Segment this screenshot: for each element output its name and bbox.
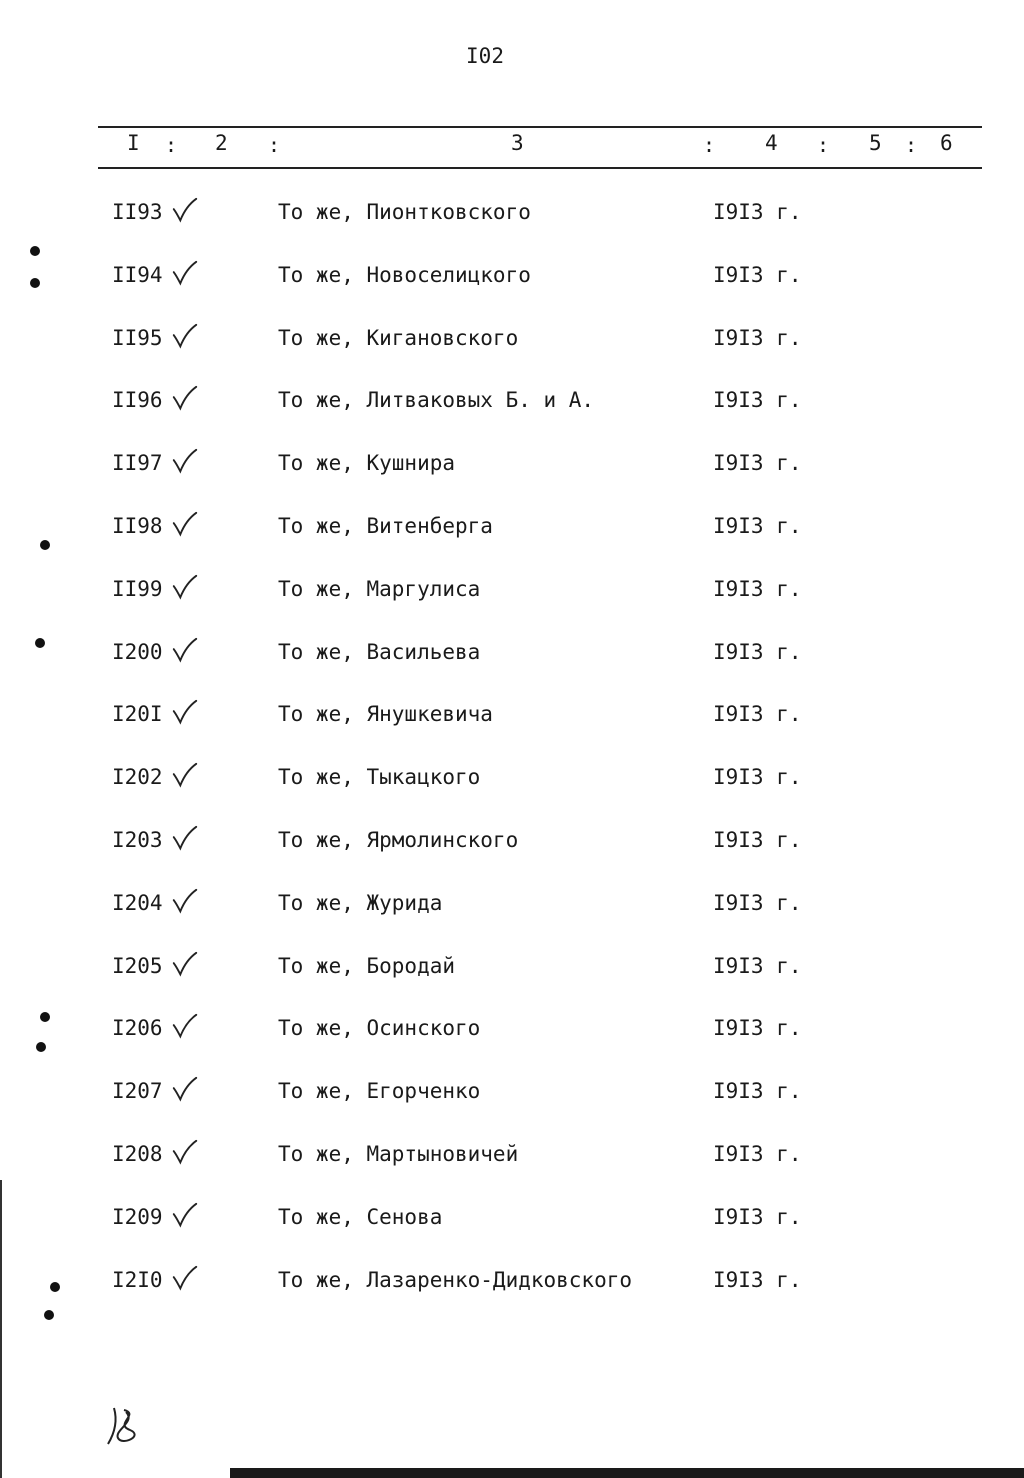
record-description: То же, Ярмолинского (278, 828, 519, 852)
margin-dot (35, 638, 45, 648)
handwritten-note-mark (100, 1400, 146, 1450)
record-year: I9I3 г. (713, 1016, 802, 1040)
record-description: То же, Васильева (278, 640, 481, 664)
checkmark-icon (170, 384, 202, 416)
record-year: I9I3 г. (713, 1205, 802, 1229)
record-year: I9I3 г. (713, 1268, 802, 1292)
record-year: I9I3 г. (713, 954, 802, 978)
checkmark-icon (170, 1201, 202, 1233)
record-description: То же, Мартыновичей (278, 1142, 519, 1166)
checkmark-icon (170, 196, 202, 228)
table-row (0, 388, 1024, 428)
column-separator: : (905, 133, 918, 157)
margin-dot (40, 1012, 50, 1022)
record-number: II95 (112, 326, 163, 350)
checkmark-icon (170, 698, 202, 730)
table-row (0, 263, 1024, 303)
record-description: То же, Витенберга (278, 514, 493, 538)
record-number: II96 (112, 388, 163, 412)
scan-bottom-edge (230, 1468, 1024, 1478)
checkmark-icon (170, 322, 202, 354)
record-description: То же, Кигановского (278, 326, 519, 350)
checkmark-icon (170, 761, 202, 793)
record-number: I202 (112, 765, 163, 789)
column-header-1: I (127, 131, 140, 155)
record-number: II98 (112, 514, 163, 538)
record-number: I209 (112, 1205, 163, 1229)
header-top-rule (98, 126, 982, 128)
record-year: I9I3 г. (713, 828, 802, 852)
table-row (0, 326, 1024, 366)
checkmark-icon (170, 447, 202, 479)
record-number: I204 (112, 891, 163, 915)
record-number: II99 (112, 577, 163, 601)
record-number: I207 (112, 1079, 163, 1103)
checkmark-icon (170, 1075, 202, 1107)
record-number: I203 (112, 828, 163, 852)
record-year: I9I3 г. (713, 1142, 802, 1166)
checkmark-icon (170, 1012, 202, 1044)
table-row (0, 765, 1024, 805)
record-description: То же, Кушнира (278, 451, 456, 475)
record-year: I9I3 г. (713, 1079, 802, 1103)
checkmark-icon (170, 950, 202, 982)
record-year: I9I3 г. (713, 200, 802, 224)
margin-dot (44, 1310, 54, 1320)
checkmark-icon (170, 259, 202, 291)
table-row (0, 1142, 1024, 1182)
table-row (0, 1016, 1024, 1056)
checkmark-icon (170, 887, 202, 919)
checkmark-icon (170, 636, 202, 668)
margin-dot (50, 1282, 60, 1292)
record-number: II93 (112, 200, 163, 224)
table-row (0, 640, 1024, 680)
record-year: I9I3 г. (713, 577, 802, 601)
record-description: То же, Осинского (278, 1016, 481, 1040)
record-number: I200 (112, 640, 163, 664)
table-row (0, 577, 1024, 617)
record-description: То же, Новоселицкого (278, 263, 531, 287)
column-header-5: 5 (869, 131, 882, 155)
record-description: То же, Янушкевича (278, 702, 493, 726)
column-separator: : (817, 133, 830, 157)
record-number: II94 (112, 263, 163, 287)
record-year: I9I3 г. (713, 263, 802, 287)
record-number: I205 (112, 954, 163, 978)
column-header-3: 3 (511, 131, 524, 155)
record-description: То же, Маргулиса (278, 577, 481, 601)
checkmark-icon (170, 1264, 202, 1296)
record-description: То же, Егорченко (278, 1079, 481, 1103)
record-number: I206 (112, 1016, 163, 1040)
record-description: То же, Бородай (278, 954, 456, 978)
checkmark-icon (170, 824, 202, 856)
record-year: I9I3 г. (713, 640, 802, 664)
record-description: То же, Журида (278, 891, 443, 915)
column-header-6: 6 (940, 131, 953, 155)
record-year: I9I3 г. (713, 765, 802, 789)
margin-dot (40, 540, 50, 550)
column-separator: : (703, 133, 716, 157)
record-description: То же, Сенова (278, 1205, 443, 1229)
table-row (0, 514, 1024, 554)
checkmark-icon (170, 1138, 202, 1170)
header-bottom-rule (98, 167, 982, 169)
margin-dot (36, 1042, 46, 1052)
column-separator: : (165, 133, 178, 157)
record-description: То же, Лазаренко-Дидковского (278, 1268, 633, 1292)
table-row (0, 1079, 1024, 1119)
checkmark-icon (170, 510, 202, 542)
record-description: То же, Литваковых Б. и А. (278, 388, 595, 412)
margin-dot (30, 278, 40, 288)
table-row (0, 891, 1024, 931)
table-row (0, 828, 1024, 868)
table-row (0, 451, 1024, 491)
record-number: I208 (112, 1142, 163, 1166)
checkmark-icon (170, 573, 202, 605)
table-row (0, 954, 1024, 994)
scan-left-edge (0, 1180, 2, 1478)
column-header-4: 4 (765, 131, 778, 155)
margin-dot (30, 246, 40, 256)
record-year: I9I3 г. (713, 388, 802, 412)
record-year: I9I3 г. (713, 451, 802, 475)
record-year: I9I3 г. (713, 891, 802, 915)
table-row (0, 200, 1024, 240)
column-separator: : (268, 133, 281, 157)
record-year: I9I3 г. (713, 326, 802, 350)
record-year: I9I3 г. (713, 702, 802, 726)
page-number: I02 (466, 44, 504, 68)
record-number: I20I (112, 702, 163, 726)
table-row (0, 702, 1024, 742)
record-number: I2I0 (112, 1268, 163, 1292)
record-description: То же, Пионтковского (278, 200, 531, 224)
table-row (0, 1205, 1024, 1245)
table-row (0, 1268, 1024, 1308)
record-year: I9I3 г. (713, 514, 802, 538)
column-header-2: 2 (215, 131, 228, 155)
record-number: II97 (112, 451, 163, 475)
record-description: То же, Тыкацкого (278, 765, 481, 789)
